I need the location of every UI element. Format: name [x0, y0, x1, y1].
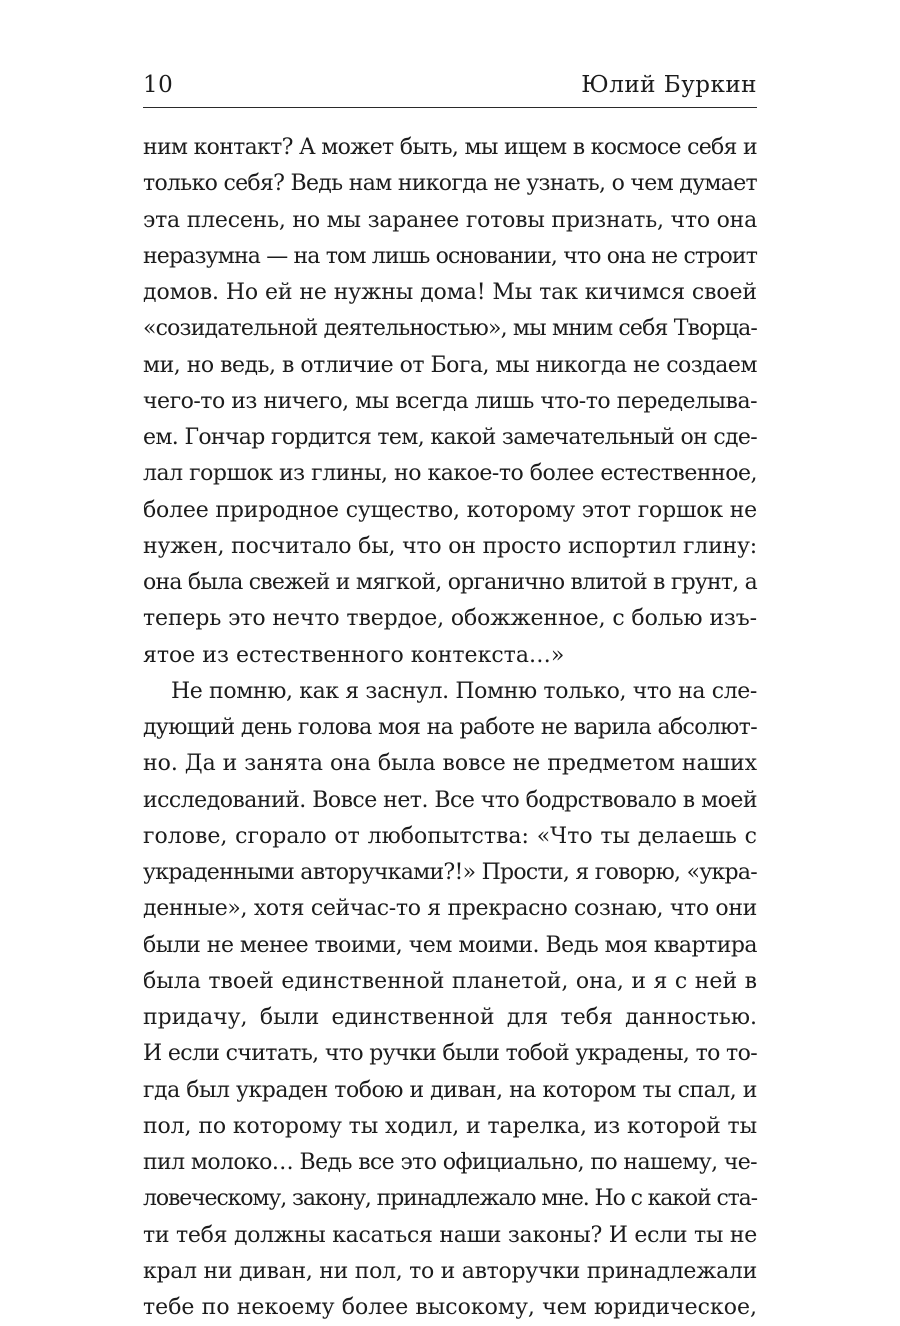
text-line: но. Да и занята она была вовсе не предметом наших: [143, 751, 758, 777]
author-name: Юлий Буркин: [581, 72, 757, 98]
header-rule: [143, 107, 757, 108]
text-line: эта плесень, но мы заранее готовы признать, что она: [143, 207, 758, 233]
text-line: более природное существо, которому этот горшок не: [143, 497, 758, 523]
text-line: придачу, были единственной для тебя данностью.: [143, 1005, 757, 1030]
running-head: [143, 68, 757, 106]
text-line: крал ни диван, ни пол, то и авторучки принадлежали: [143, 1258, 757, 1284]
text-line: неразумна — на том лишь основании, что она не строит: [143, 243, 758, 269]
text-line: ним контакт? А может быть, мы ищем в космосе себя и: [143, 135, 757, 160]
text-line: нужен, посчитало бы, что он просто испортил глину:: [143, 533, 757, 559]
text-line: только себя? Ведь нам никогда не узнать, о чем думает: [143, 171, 758, 197]
text-line: исследований. Вовсе нет. Все что бодрствовало в моей: [143, 787, 758, 813]
text-line: украденными авторучками?!» Прости, я говорю, «укра-: [143, 860, 757, 885]
text-line: чего-то из ничего, мы всегда лишь что-то переделыва-: [143, 388, 758, 414]
text-line: ми, но ведь, в отличие от Бога, мы никогда не создаем: [143, 352, 758, 378]
text-line: была твоей единственной планетой, она, и я с ней в: [143, 968, 757, 994]
text-line: голове, сгорало от любопытства: «Что ты делаешь с: [143, 823, 757, 849]
text-line: домов. Но ей не нужны дома! Мы так кичимся своей: [143, 280, 757, 305]
body-text: [143, 130, 757, 1326]
text-line: она была свежей и мягкой, органично влитой в грунт, а: [143, 570, 757, 595]
text-line: лал горшок из глины, но какое-то более естественное,: [143, 461, 757, 487]
text-line: ем. Гончар гордится тем, какой замечательный он сде-: [143, 425, 757, 450]
paragraph-end-line: ятое из естественного контекста…»: [143, 642, 565, 668]
text-line: гда был украден тобою и диван, на котором ты спал, и: [143, 1077, 757, 1103]
text-line: тебе по некоему более высокому, чем юридическое,: [143, 1295, 757, 1320]
text-line: «созидательной деятельностью», мы мним себя Творца-: [143, 316, 757, 342]
paragraph-first-line: Не помню, как я заснул. Помню только, что на сле-: [171, 678, 757, 704]
text-line: были не менее твоими, чем моими. Ведь моя квартира: [143, 932, 758, 958]
text-line: теперь это нечто твердое, обожженное, с болью изъ-: [143, 606, 758, 632]
text-line: ти тебя должны касаться наши законы? И если ты не: [143, 1222, 757, 1248]
page-number: 10: [143, 72, 174, 98]
text-line: ловеческому, закону, принадлежало мне. Но с какой ста-: [143, 1186, 757, 1212]
text-line: дующий день голова моя на работе не варила абсолют-: [143, 715, 758, 740]
text-line: И если считать, что ручки были тобой украдены, то то-: [143, 1041, 757, 1067]
text-line: пол, по которому ты ходил, и тарелка, из которой ты: [143, 1113, 758, 1139]
text-line: пил молоко… Ведь все это официально, по нашему, че-: [143, 1150, 758, 1175]
text-line: денные», хотя сейчас-то я прекрасно сознаю, что они: [143, 896, 757, 922]
